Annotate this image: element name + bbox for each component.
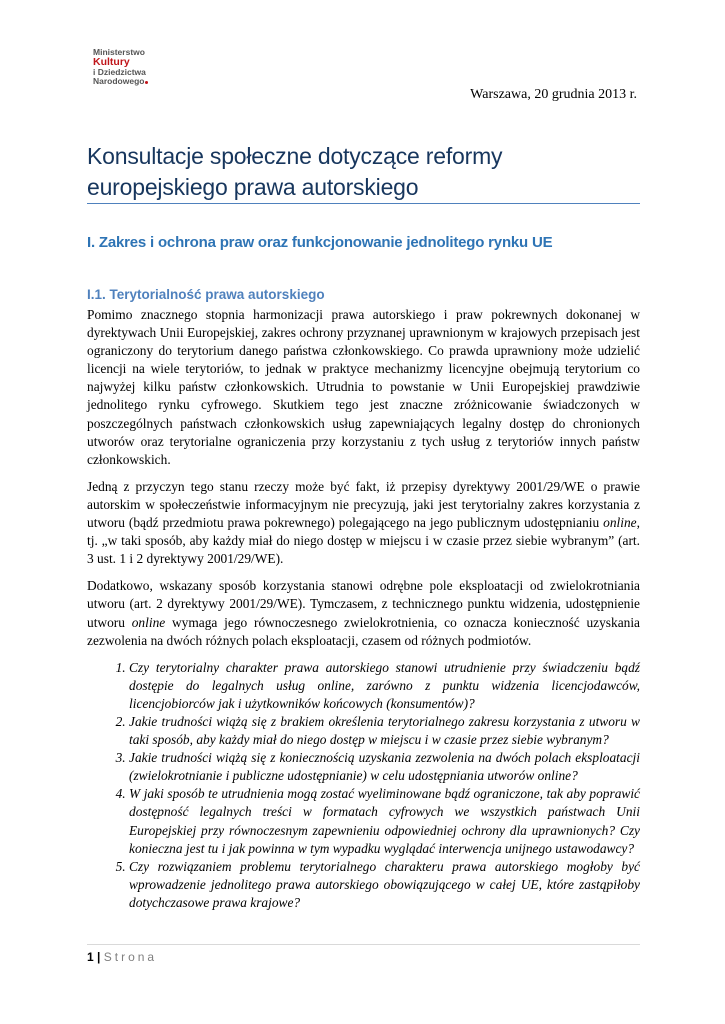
question-item: 4. W jaki sposób te utrudnienia mogą zostać wyeliminowane bądź ograniczone, tak aby poprawić dostępność legalnych treści w formatach cyfrowych we wszystkich państwach Unii Europejskiej przy równoczesnym zapewnieniu odpowiedniej ochrony dla uprawnionych? Czy konieczna jest tu i jak powinna w tym wypadku wyglądać interwencja unijnego ustawodawcy? xyxy=(129,785,640,857)
paragraph-3-part-a: Dodatkowo, wskazany sposób korzystania stanowi odrębne pole eksploatacji od zwielokrotniania utworu (art. 2 dyrektywy 2001/29/WE). Tymczasem, z technicznego punktu widzenia, udostępnienie utworu xyxy=(87,578,640,630)
question-item: 5. Czy rozwiązaniem problemu terytorialnego charakteru prawa autorskiego mogłoby być wprowadzenie jednolitego prawa autorskiego obowiązującego w całej UE, które zastąpiłoby dotychczasowe prawa krajowe? xyxy=(129,858,640,912)
footer-divider xyxy=(87,944,640,945)
questions-list xyxy=(87,659,640,912)
logo-line-3: i Dziedzictwa xyxy=(93,67,146,77)
logo-dot-icon xyxy=(145,81,148,84)
paragraph-3 xyxy=(87,577,640,649)
paragraph-2-part-b: , tj. „w taki sposób, aby każdy miał do niego dostęp w miejscu i w czasie przez siebie wybranym” (art. 3 ust. 1 i 2 dyrektywy 2001/29/WE). xyxy=(87,515,640,567)
document-title: Konsultacje społeczne dotyczące reformy europejskiego prawa autorskiego xyxy=(87,143,503,200)
section-heading: I. Zakres i ochrona praw oraz funkcjonowanie jednolitego rynku UE xyxy=(87,234,553,251)
logo-line-4-text: Narodowego xyxy=(93,76,145,86)
page-word: Strona xyxy=(103,950,158,964)
ministry-logo xyxy=(93,48,148,86)
question-item: 1. Czy terytorialny charakter prawa autorskiego stanowi utrudnienie przy świadczeniu bądź dostępie do legalnych usług online, zarówno z punktu widzenia licencjodawców, licencjobiorców jak i użytkowników końcowych (konsumentów)? xyxy=(129,659,640,713)
footer-separator: | xyxy=(97,950,101,964)
paragraph-3-part-b: wymaga jego równoczesnego zwielokrotnienia, co oznacza konieczność uzyskania zezwolenia na dwóch różnych polach eksploatacji, czasem od różnych podmiotów. xyxy=(87,614,640,648)
paragraph-2-online: online xyxy=(603,515,637,531)
document-date: Warszawa, 20 grudnia 2013 r. xyxy=(470,87,637,102)
logo-line-4 xyxy=(93,77,148,86)
logo-line-2: Kultury xyxy=(93,56,130,68)
question-item: 2. Jakie trudności wiążą się z brakiem określenia terytorialnego zakresu korzystania z utworu w taki sposób, aby każdy miał do niego dostęp w miejscu i w czasie przez siebie wybranym? xyxy=(129,713,640,749)
page-number: 1 xyxy=(87,950,94,964)
paragraph-2 xyxy=(87,478,640,568)
question-item: 3. Jakie trudności wiążą się z koniecznością uzyskania zezwolenia na dwóch polach eksploatacji (zwielokrotnianie i publiczne udostępnianie) w celu udostępniania utworów online? xyxy=(129,749,640,785)
title-divider xyxy=(87,203,640,204)
paragraph-2-part-a: Jedną z przyczyn tego stanu rzeczy może być fakt, iż przepisy dyrektywy 2001/29/WE o prawie autorskim w społeczeństwie informacyjnym nie precyzują, jaki jest terytorialny zakres korzystania z utworu (bądź przedmiotu prawa pokrewnego) polegającego na jego publicznym udostępnianiu xyxy=(87,478,640,531)
page-footer xyxy=(87,950,157,964)
subsection-heading: I.1. Terytorialność prawa autorskiego xyxy=(87,287,325,302)
paragraph-3-online: online xyxy=(131,614,166,630)
document-body xyxy=(87,306,640,912)
paragraph-1: Pomimo znacznego stopnia harmonizacji prawa autorskiego i praw pokrewnych dokonanej w dyrektywach Unii Europejskiej, zakres ochrony przyznanej uprawnionym w krajowych przepisach jest ograniczony do terytorium danego państwa członkowskiego. Co prawda uprawniony może udzielić licencji na wiele terytoriów, to jednak w praktyce mechanizmy licencyjne obejmują terytorium co najwyżej kilku państw członkowskich. Utrudnia to powstanie w Unii Europejskiej prawdziwie jednolitego rynku cyfrowego. Skutkiem tego jest znaczne zróżnicowanie świadczonych w poszczególnych państwach członkowskich usług zapewniających legalny dostęp do chronionych utworów oraz terytorialne ograniczenia przy korzystaniu z tych usług z terytoriów innych państw członkowskich. xyxy=(87,307,640,467)
logo-line-1: Ministerstwo xyxy=(93,47,145,57)
